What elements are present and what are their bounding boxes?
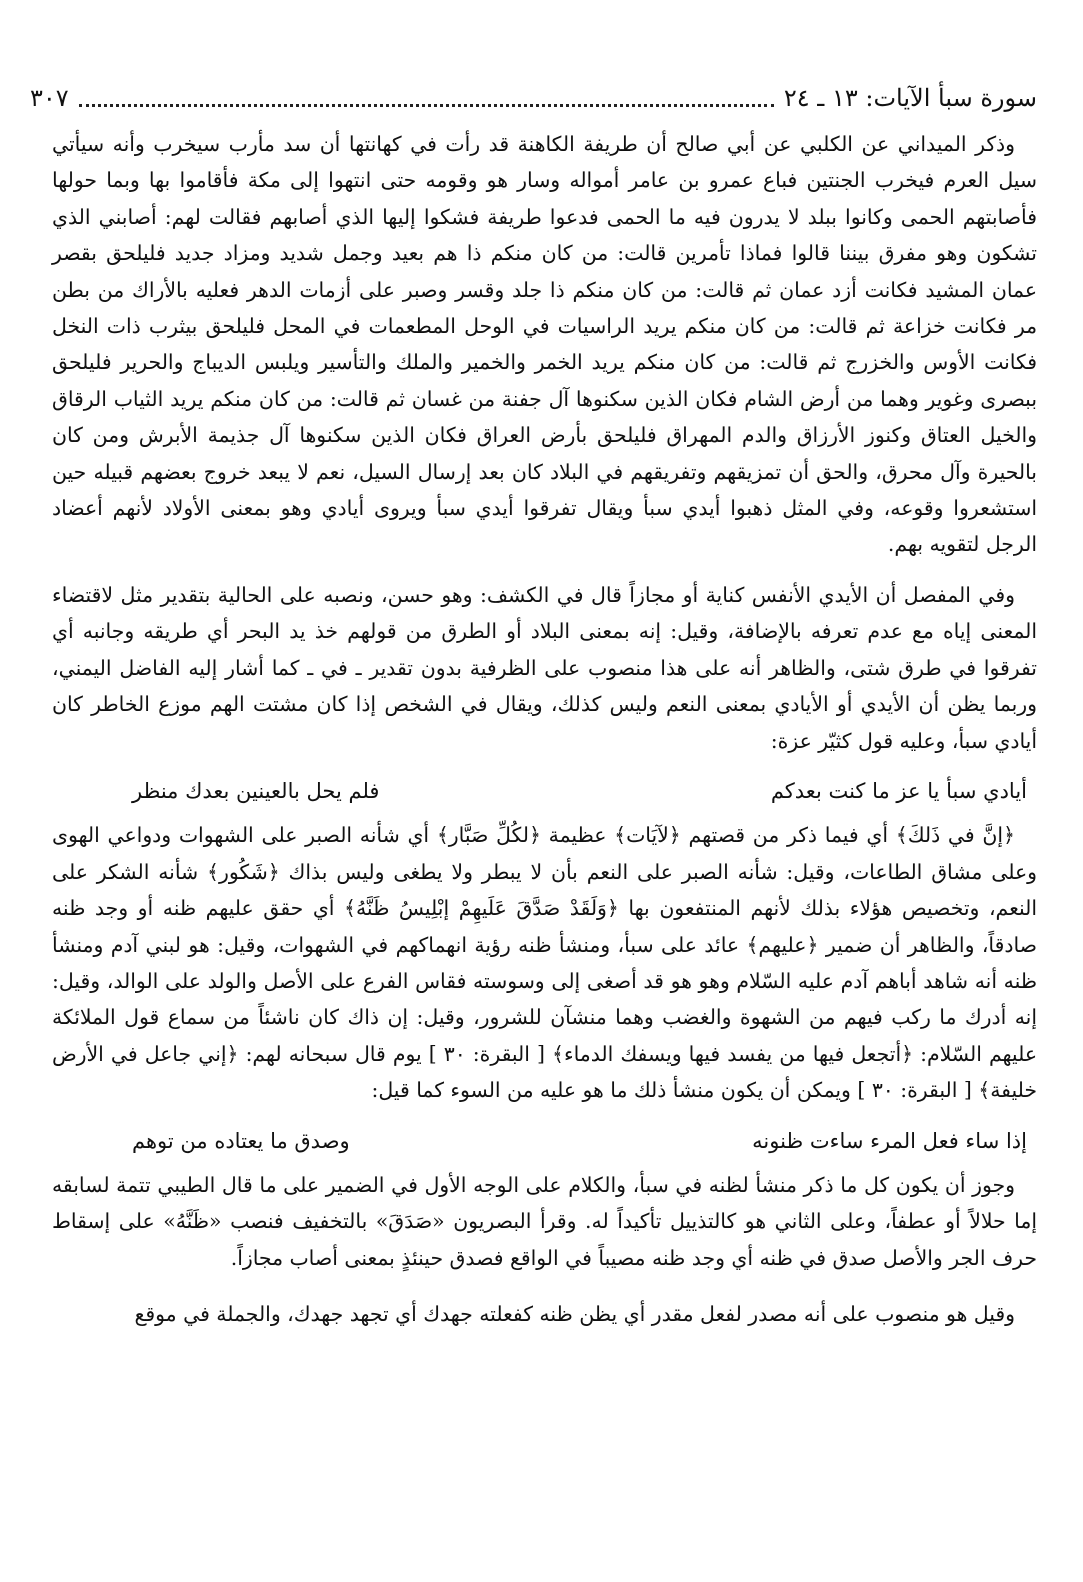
- paragraph: وفي المفصل أن الأيدي الأنفس كناية أو مجازاً قال في الكشف: وهو حسن، ونصبه على الحالية بتقدير مثل لاقتضاء المعنى إياه مع عدم تعرفه بالإضافة، وقيل: إنه بمعنى البلاد أو الطرق من قولهم خذ يد البحر أي طريقه وجانبه أي تفرقوا في طرق شتى، والظاهر أنه على هذا منصوب على الظرفية بدون تقدير ـ في ـ كما أشار إليه الفاضل اليمني، وربما يظن أن الأيدي أو الأيادي بمعنى النعم وليس كذلك، ويقال في الشخص إذا كان مشتت الهم موزع الخاطر كان أيادي سبأ، وعليه قول كثيّر عزة:: [52, 582, 1037, 753]
- poetry-verse: [52, 773, 1037, 809]
- verse-first-hemistich: أيادي سبأ يا عز ما كنت بعدكم: [770, 778, 1027, 803]
- verse-second-hemistich: وصدق ما يعتاده من توهم: [132, 1128, 350, 1153]
- paragraph: ﴿إنَّ في ذَلكَ﴾ أي فيما ذكر من قصتهم ﴿لآيَات﴾ عظيمة ﴿لكُلِّ صَبَّار﴾ أي شأنه الصبر على الشهوات ودواعي الهوى وعلى مشاق الطاعات، وقيل: شأنه الصبر على النعم بأن لا يبطر ولا يطغى وليس بذاك ﴿شَكُور﴾ شأنه الشكر على النعم، وتخصيص هؤلاء بذلك لأنهم المنتفعون بها ﴿وَلَقَدْ صَدَّقَ عَلَيهِمْ إبْلِيسُ ظَنَّهُ﴾ أي حقق عليهم ظنه أو وجد ظنه صادقاً، والظاهر أن ضمير ﴿عليهم﴾ عائد على سبأ، ومنشأ ظنه رؤية انهماكهم في الشهوات، وقيل: هو لبني آدم ومنشأ ظنه أنه شاهد أباهم آدم عليه السّلام وهو هو قد أصغى إلى وسوسته فقاس الفرع على الأصل والولد على الوالد، وقيل: إنه أدرك ما ركب فيهم من الشهوة والغضب وهما منشآن للشرور، وقيل: إن ذاك كان ناشئاً من سماع قول الملائكة عليهم السّلام: ﴿أتجعل فيها من يفسد فيها ويسفك الدماء﴾ [ البقرة: ٣٠ ] يوم قال سبحانه لهم: ﴿إني جاعل في الأرض خليفة﴾ [ البقرة: ٣٠ ] ويمكن أن يكون منشأ ذلك ما هو عليه من السوء كما قيل:: [52, 823, 1037, 1103]
- poetry-verse: [52, 1123, 1037, 1159]
- running-title: سورة سبأ الآيات: ١٣ ـ ٢٤: [783, 84, 1037, 112]
- verse-first-hemistich: إذا ساء فعل المرء ساءت ظنونه: [752, 1128, 1027, 1153]
- paragraph: وذكر الميداني عن الكلبي عن أبي صالح أن طريفة الكاهنة قد رأت في كهانتها أن سد مأرب سيخرب وأنه سيأتي سيل العرم فيخرب الجنتين فباع عمرو بن عامر أمواله وسار هو وقومه حتى انتهوا إلى مكة فأقاموا بها وبما حولها فأصابتهم الحمى وكانوا ببلد لا يدرون فيه ما الحمى فدعوا طريفة فشكوا إليها الذي أصابهم فقالت لهم: أصابني الذي تشكون وهو مفرق بيننا قالوا فماذا تأمرين قالت: من كان منكم ذا هم بعيد وجمل شديد ومزاد جديد فليلحق بقصر عمان المشيد فكانت أزد عمان ثم قالت: من كان منكم ذا جلد وقسر وصبر على أزمات الدهر فعليه بالأراك من بطن مر فكانت خزاعة ثم قالت: من كان منكم يريد الراسيات في الوحل المطعمات في المحل فليلحق بيثرب ذات النخل فكانت الأوس والخزرج ثم قالت: من كان منكم يريد الخمر والخمير والملك والتأسير ويلبس الديباج والحرير فليلحق ببصرى وغوير وهما من أرض الشام فكان الذين سكنوها آل جفنة من غسان ثم قالت: من كان منكم يريد الثياب الرقاق والخيل العتاق وكنوز الأرزاق والدم المهراق فليلحق بأرض العراق فكان الذين سكنوها آل جذيمة الأبرش ومن كان بالحيرة وآل محرق، والحق أن تمزيقهم وتفريقهم في البلاد كان بعد إرسال السيل، نعم لا يبعد خروج بعضهم قبيله حين استشعروا وقوعه، وفي المثل ذهبوا أيدي سبأ ويقال تفرقوا أيدي سبأ ويروى أيادي وهو بمعنى الأولاد لأنهم أعضاد الرجل لتقويه بهم.: [52, 132, 1037, 557]
- page-header: [30, 80, 1037, 116]
- page-body: [52, 126, 1037, 1333]
- verse-second-hemistich: فلم يحل بالعينين بعدك منظر: [132, 778, 380, 803]
- paragraph: وقيل هو منصوب على أنه مصدر لفعل مقدر أي يظن ظنه كفعلته جهدك أي تجهد جهدك، والجملة في موقع: [134, 1302, 1015, 1327]
- page-number: ٣٠٧: [30, 84, 69, 112]
- paragraph: وجوز أن يكون كل ما ذكر منشأ لظنه في سبأ، والكلام على الوجه الأول في الضمير على ما قال الطيبي تتمة لسابقه إما حلالاً أو عطفاً، وعلى الثاني هو كالتذييل تأكيداً له. وقرأ البصريون «صَدَقَ» بالتخفيف فنصب «ظَنَّهُ» على إسقاط حرف الجر والأصل صدق في ظنه أي وجد ظنه مصيباً في الواقع فصدق حينئذٍ بمعنى أصاب مجازاً.: [52, 1172, 1037, 1270]
- leader-dots: [79, 90, 774, 107]
